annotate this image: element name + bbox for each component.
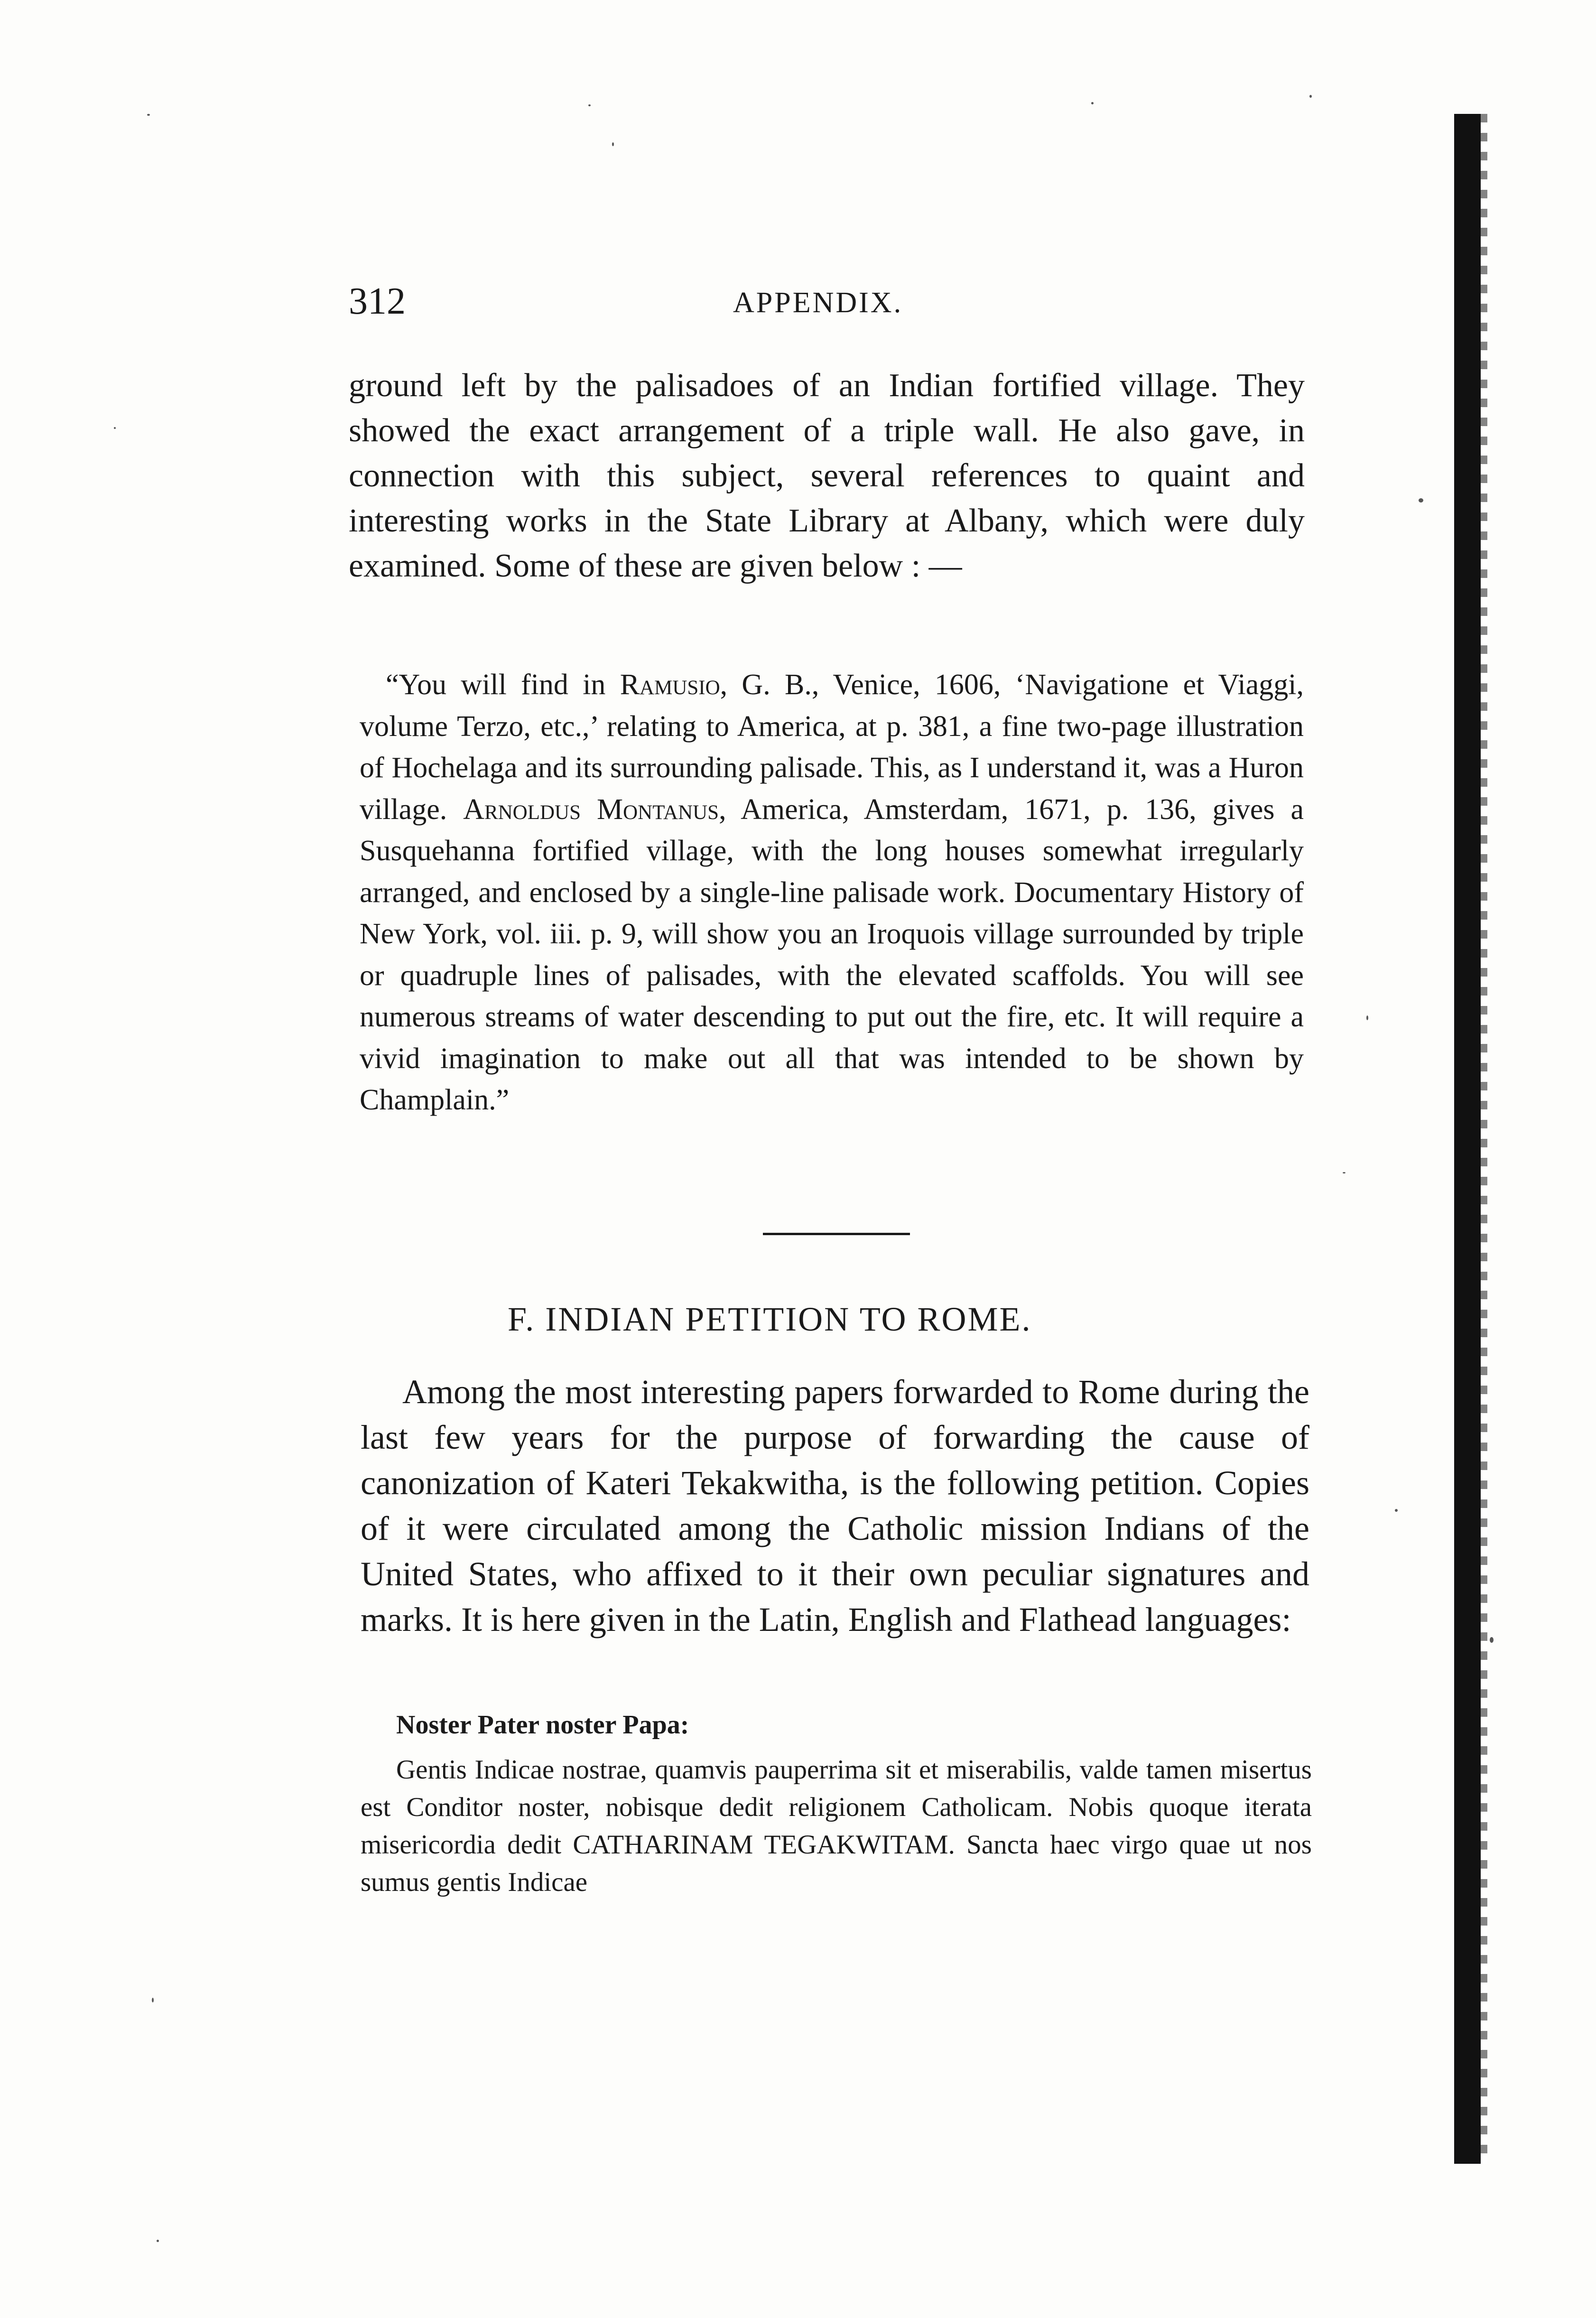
- latin-name: CATHARINAM TEGAKWITAM: [573, 1830, 948, 1860]
- author-ramusio: Ramusio: [620, 669, 720, 701]
- running-head: APPENDIX.: [733, 287, 903, 319]
- quote-text-3: , America, Amsterdam, 1671, p. 136, gives a Susquehanna fortified village, with the long houses somewhat irregularly arranged, and enclosed by a single-line palisade work. Documentary History of New York, vol. iii. p. 9, will show you an Iroquois village surrounded by triple or quadruple lines of palisades, with the elevated scaffolds. You will see numerous streams of water descending to put out the fire, etc. It will require a vivid imagination to make out all that was intended to be shown by Champlain.”: [360, 793, 1304, 1116]
- latin-heading: Noster Pater noster Papa:: [396, 1710, 689, 1740]
- section-divider: [763, 1233, 910, 1235]
- quote-text-1: “You will find in: [386, 669, 620, 701]
- latin-text: [361, 1751, 1312, 1901]
- quoted-letter: [360, 664, 1304, 1121]
- book-binding-edge: [1454, 114, 1481, 2164]
- section-title: F. INDIAN PETITION TO ROME.: [508, 1300, 1032, 1338]
- petition-paragraph: Among the most interesting papers forwarded to Rome during the last few years for the purpose of forwarding the cause of canonization of Kateri Tekakwitha, is the following petition. Copies of it were circulated among the Catholic mission Indians of the United States, who affixed to it their own peculiar signatures and marks. It is here given in the Latin, English and Flathead languages:: [361, 1373, 1309, 1638]
- latin-text-1: Gentis Indicae nostrae, quamvis pauperrima sit et miserabilis, valde tamen misertus est Conditor noster, nobisque dedit religionem Catholicam. Nobis quoque iterata misericordia dedit: [361, 1755, 1312, 1860]
- quote-text-2: , G. B., Venice, 1606, ‘Navigatione et Viaggi, volume Terzo, etc.,’ relating to America, at p. 381, a fine two-page illustration of Hochelaga and its surrounding palisade. This, as I understand it, was a Huron village.: [360, 669, 1304, 826]
- author-montanus: Arnoldus Montanus: [463, 793, 719, 826]
- latin-text-2: . Sancta haec virgo quae ut nos sumus gentis Indicae: [361, 1830, 1312, 1897]
- page-header: [349, 278, 928, 330]
- intro-paragraph: ground left by the palisadoes of an Indian fortified village. They showed the exact arrangement of a triple wall. He also gave, in connection with this subject, several references to quaint and interesting works in the State Library at Albany, which were duly examined. Some of these are given below : —: [349, 367, 1305, 584]
- page-number: 312: [349, 280, 406, 322]
- binding-fringe: [1481, 114, 1487, 2164]
